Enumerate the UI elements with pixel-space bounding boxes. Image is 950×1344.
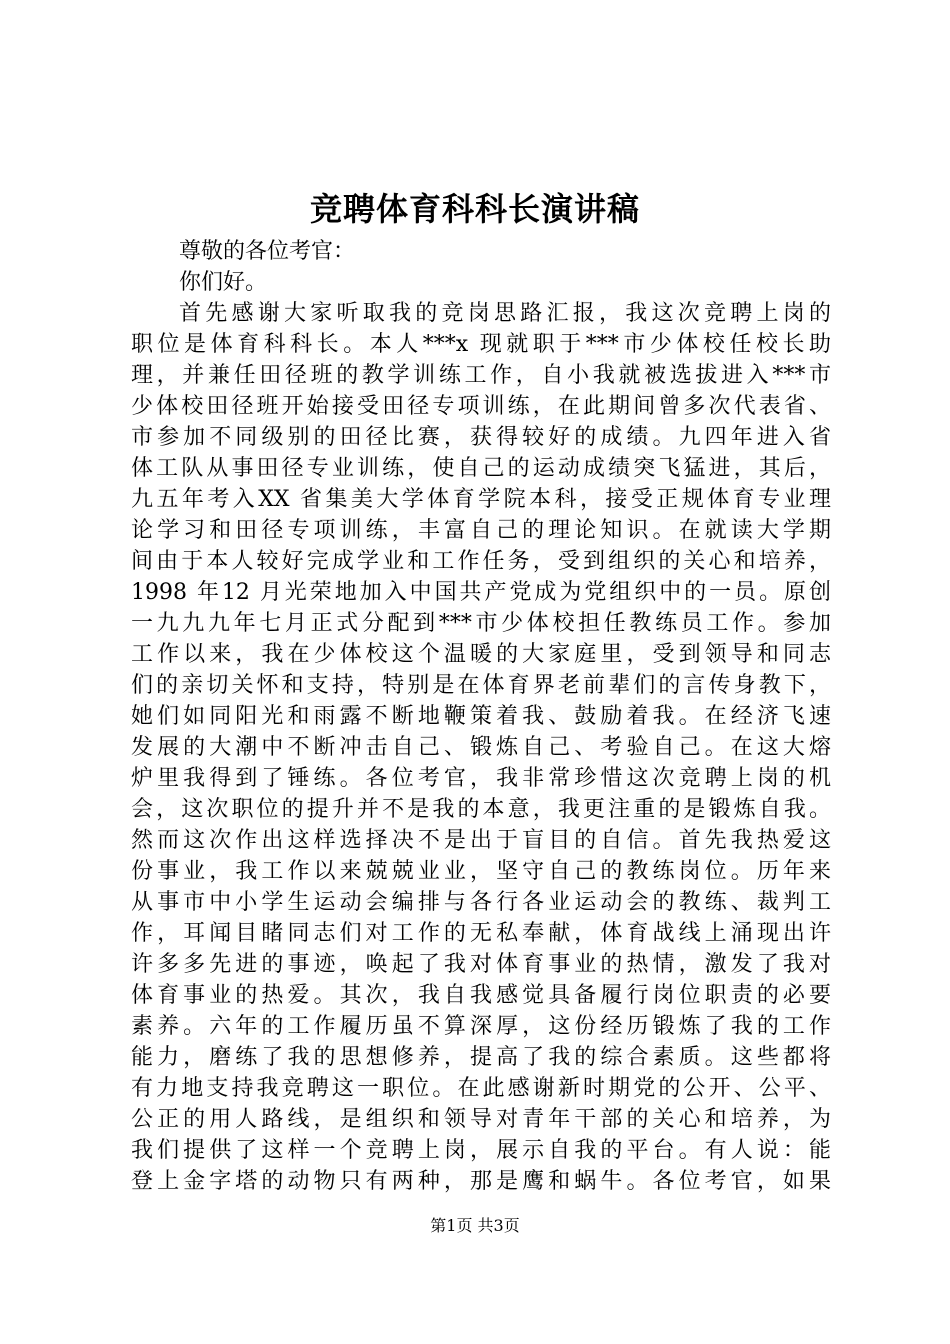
paragraph-line: 首先感谢大家听取我的竞岗思路汇报，我这次竞聘上岗的 — [179, 301, 831, 326]
paragraph-line: 作，耳闻目睹同志们对工作的无私奉献，体育战线上涌现出许 — [131, 921, 831, 946]
paragraph-line: 许多多先进的事迹，唤起了我对体育事业的热情，激发了我对 — [131, 952, 831, 977]
paragraph-line: 工作以来，我在少体校这个温暖的大家庭里，受到领导和同志 — [131, 642, 831, 667]
paragraph-line: 少体校田径班开始接受田径专项训练，在此期间曾多次代表省、 — [131, 394, 831, 419]
paragraph-line: 我们提供了这样一个竞聘上岗，展示自我的平台。有人说：能 — [131, 1138, 831, 1163]
paragraph-line: 一九九九年七月正式分配到***市少体校担任教练员工作。参加 — [131, 611, 831, 636]
paragraph-line: 间由于本人较好完成学业和工作任务，受到组织的关心和培养， — [131, 549, 831, 574]
paragraph-line: 素养。六年的工作履历虽不算深厚，这份经历锻炼了我的工作 — [131, 1014, 831, 1039]
document-title: 竞聘体育科科长演讲稿 — [309, 190, 640, 228]
body-paragraph — [131, 298, 831, 1197]
document-body — [131, 236, 831, 1197]
paragraph-line: 会，这次职位的提升并不是我的本意，我更注重的是锻炼自我。 — [131, 797, 831, 822]
paragraph-line: 体工队从事田径专业训练，使自己的运动成绩突飞猛进，其后， — [131, 456, 831, 481]
greeting-line: 你们好。 — [179, 270, 268, 295]
paragraph-line: 体育事业的热爱。其次，我自我感觉具备履行岗位职责的必要 — [131, 983, 831, 1008]
paragraph-line: 们的亲切关怀和支持，特别是在体育界老前辈们的言传身教下， — [131, 673, 831, 698]
paragraph-line: 份事业，我工作以来兢兢业业，坚守自己的教练岗位。历年来 — [131, 859, 831, 884]
paragraph-line: 1998 年12 月光荣地加入中国共产党成为党组织中的一员。原创 — [131, 580, 831, 605]
page-footer: 第1页 共3页 — [430, 1216, 520, 1235]
paragraph-line: 炉里我得到了锤练。各位考官，我非常珍惜这次竞聘上岗的机 — [131, 766, 831, 791]
paragraph-line: 理，并兼任田径班的教学训练工作，自小我就被选拔进入***市 — [131, 363, 831, 388]
paragraph-line: 职位是体育科科长。本人***x 现就职于***市少体校任校长助 — [131, 332, 831, 357]
paragraph-line: 有力地支持我竞聘这一职位。在此感谢新时期党的公开、公平、 — [131, 1076, 831, 1101]
paragraph-line: 然而这次作出这样选择决不是出于盲目的自信。首先我热爱这 — [131, 828, 831, 853]
paragraph-line: 论学习和田径专项训练，丰富自己的理论知识。在就读大学期 — [131, 518, 831, 543]
paragraph-line: 她们如同阳光和雨露不断地鞭策着我、鼓励着我。在经济飞速 — [131, 704, 831, 729]
paragraph-line: 能力，磨练了我的思想修养，提高了我的综合素质。这些都将 — [131, 1045, 831, 1070]
paragraph-line: 公正的用人路线，是组织和领导对青年干部的关心和培养，为 — [131, 1107, 831, 1132]
paragraph-line: 登上金字塔的动物只有两种，那是鹰和蜗牛。各位考官，如果 — [131, 1169, 831, 1194]
paragraph-line: 九五年考入XX 省集美大学体育学院本科，接受正规体育专业理 — [131, 487, 831, 512]
salutation-line: 尊敬的各位考官： — [179, 239, 356, 264]
paragraph-line: 从事市中小学生运动会编排与各行各业运动会的教练、裁判工 — [131, 890, 831, 915]
paragraph-line: 发展的大潮中不断冲击自己、锻炼自己、考验自己。在这大熔 — [131, 735, 831, 760]
paragraph-line: 市参加不同级别的田径比赛，获得较好的成绩。九四年进入省 — [131, 425, 831, 450]
